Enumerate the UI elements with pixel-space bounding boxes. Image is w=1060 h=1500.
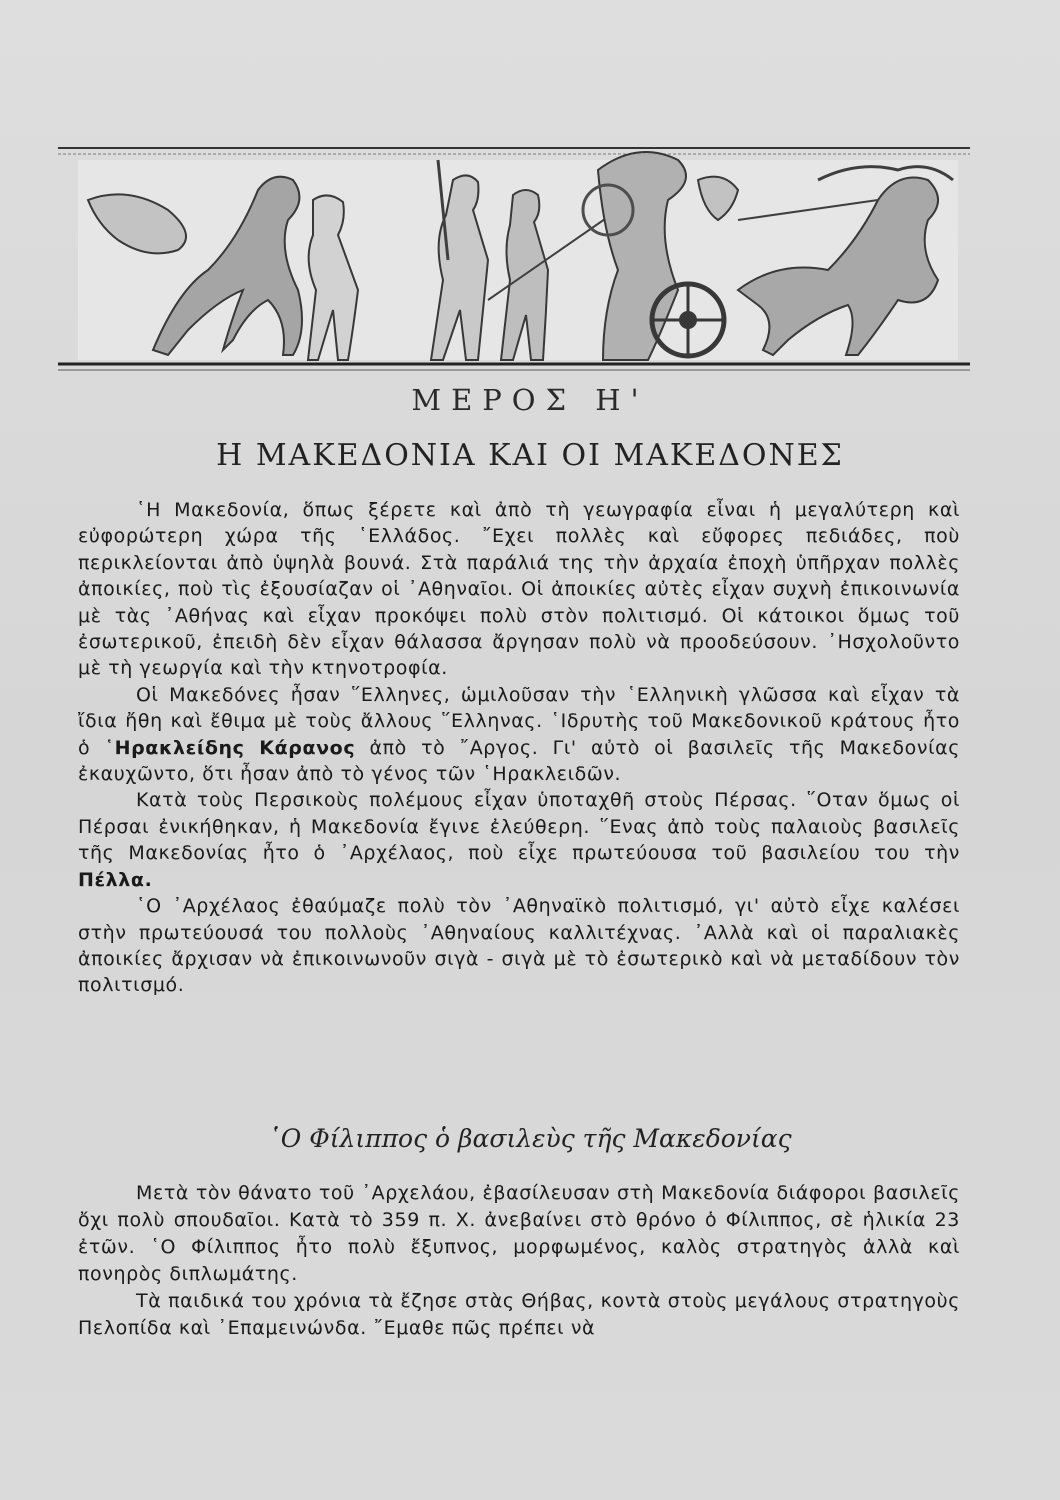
- section-title: ῾Ο Φίλιππος ὁ βασιλεὺς τῆς Μακεδονίας: [268, 1124, 792, 1153]
- paragraph: Τὰ παιδικά του χρόνια τὰ ἔζησε στὰς Θήβας, κοντὰ στοὺς μεγάλους στρατηγοὺς Πελοπίδα καὶ ᾿Επαμεινώνδα. ῎Εμαθε πῶς πρέπει νὰ: [78, 1290, 960, 1339]
- section-body: [78, 1180, 960, 1342]
- paragraph: Μετὰ τὸν θάνατο τοῦ ᾿Αρχελάου, ἐβασίλευσαν στὴ Μακεδονία διάφοροι βασιλεῖς ὄχι πολὺ σπουδαῖοι. Κατὰ τὸ 359 π. Χ. ἀνεβαίνει στὸ θρόνο ὁ Φίλιππος, σὲ ἡλικία 23 ἐτῶν. ῾Ο Φίλιππος ἦτο πολὺ ἔξυπνος, μορφωμένος, καλὸς στρατηγὸς ἀλλὰ καὶ πονηρὸς διπλωμάτης.: [78, 1182, 960, 1285]
- chapter-body: [78, 497, 960, 999]
- paragraph: Οἱ Μακεδόνες ἦσαν ῞Ελληνες, ὡμιλοῦσαν τὴν ῾Ελληνικὴ γλῶσσα καὶ εἶχαν τὰ ἴδια ἤθη καὶ ἔθιμα μὲ τοὺς ἄλλους ῞Ελληνας. ῾Ιδρυτὴς τοῦ Μακεδονικοῦ κράτους ἦτο ὁ ῾Ηρακλείδης Κάρανος ἀπὸ τὸ ῎Αργος. Γι' αὐτὸ οἱ βασιλεῖς τῆς Μακεδονίας ἐκαυχῶντο, ὅτι ἦσαν ἀπὸ τὸ γένος τῶν ῾Ηρακλειδῶν.: [78, 683, 960, 786]
- bold-name-heraklides: ῾Ηρακλείδης Κάρανος: [104, 736, 356, 759]
- bold-name-pella: Πέλλα.: [78, 868, 153, 891]
- paragraph: ῾Ο ᾿Αρχέλαος ἐθαύμαζε πολὺ τὸν ᾿Αθηναϊκὸ πολιτισμό, γι' αὐτὸ εἶχε καλέσει στὴν πρωτεύουσά του πολλοὺς ᾿Αθηναίους καλλιτέχνας. ᾿Αλλὰ καὶ οἱ παραλιακὲς ἀποικίες ἄρχισαν νὰ ἐπικοινωνοῦν σιγὰ - σιγὰ μὲ τὸ ἐσωτερικὸ καὶ νὰ μεταδίδουν τὸν πολιτισμό.: [78, 895, 960, 997]
- relief-frieze-illustration: [58, 140, 970, 380]
- paragraph: Κατὰ τοὺς Περσικοὺς πολέμους εἶχαν ὑποταχθῆ στοὺς Πέρσας. ῞Οταν ὅμως οἱ Πέρσαι ἐνικήθηκαν, ἡ Μακεδονία ἔγινε ἐλεύθερη. ῞Ενας ἀπὸ τοὺς παλαιοὺς βασιλεῖς τῆς Μακεδονίας ἦτο ὁ ᾿Αρχέλαος, ποὺ εἶχε πρωτεύουσα τοῦ βασιλείου του τὴν Πέλλα.: [78, 789, 960, 891]
- part-title: ΜΕΡΟΣ Η': [411, 383, 649, 417]
- chapter-title: Η ΜΑΚΕΔΟΝΙΑ ΚΑΙ ΟΙ ΜΑΚΕΔΟΝΕΣ: [216, 438, 844, 473]
- paragraph: ῾Η Μακεδονία, ὅπως ξέρετε καὶ ἀπὸ τὴ γεωγραφία εἶναι ἡ μεγαλύτερη καὶ εὐφορώτερη χώρα τῆς ῾Ελλάδος. ῎Εχει πολλὲς καὶ εὔφορες πεδιάδες, ποὺ περικλείονται ἀπὸ ὑψηλὰ βουνά. Στὰ παράλιά της τὴν ἀρχαία ἐποχὴ ὑπῆρχαν πολλὲς ἀποικίες, ποὺ τὶς ἐξουσίαζαν οἱ ᾿Αθηναῖοι. Οἱ ἀποικίες αὐτὲς εἶχαν συχνὴ ἐπικοινωνία μὲ τὰς ᾿Αθήνας καὶ εἶχαν προκόψει πολὺ στὸν πολιτισμό. Οἱ κάτοικοι ὅμως τοῦ ἐσωτερικοῦ, ἐπειδὴ δὲν εἶχαν θάλασσα ἄργησαν πολὺ νὰ προοδεύσουν. ᾿Ησχολοῦντο μὲ τὴ γεωργία καὶ τὴν κτηνοτροφία.: [78, 499, 960, 680]
